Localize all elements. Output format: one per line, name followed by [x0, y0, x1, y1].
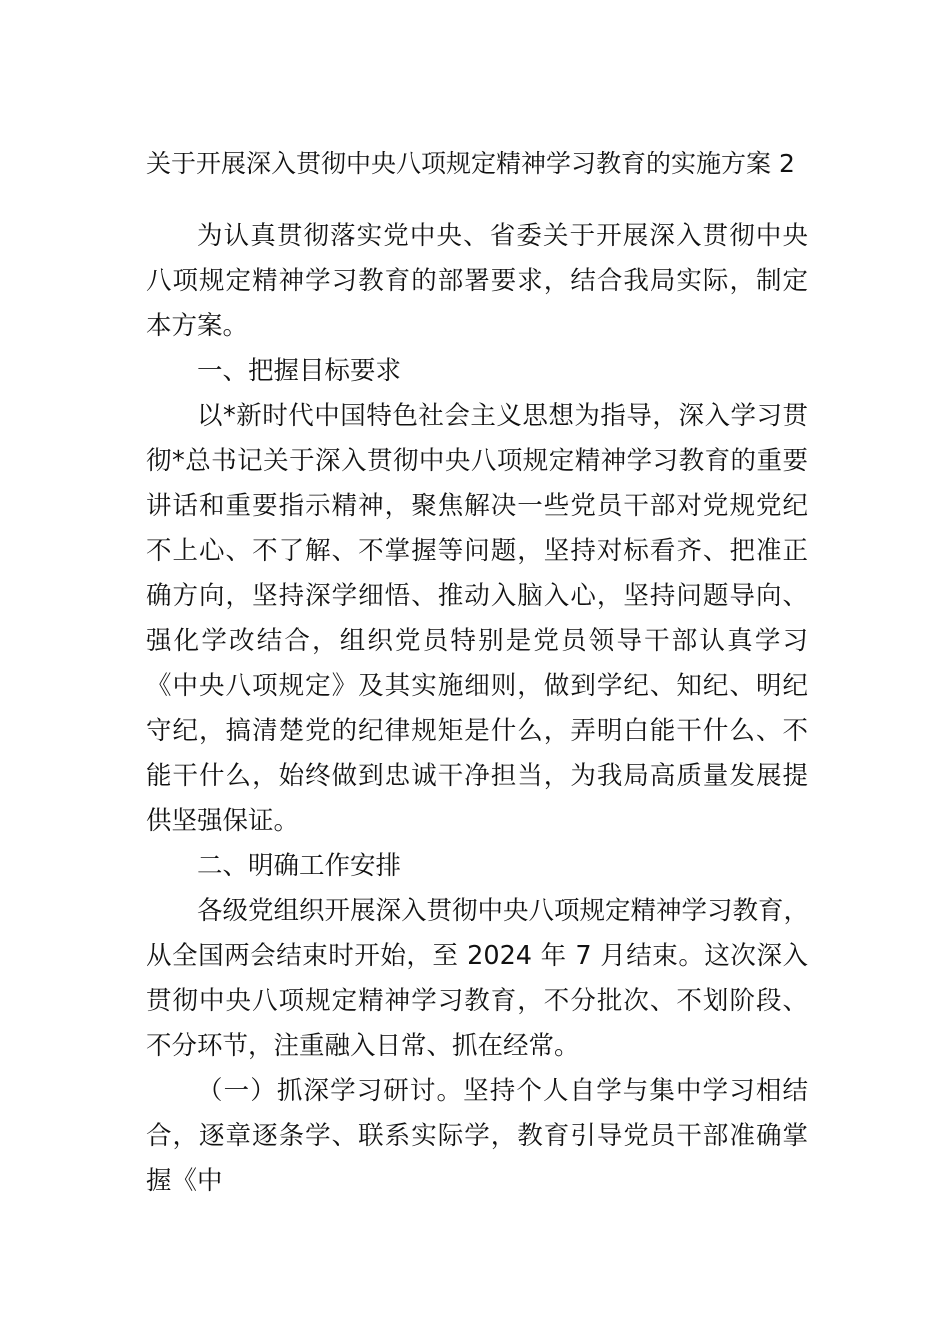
- paragraph-goals: [146, 394, 808, 844]
- paragraph-arrangement: [146, 889, 808, 1069]
- text-line: 为认真贯彻落实党中央、省委关于开展深入贯彻中央: [197, 221, 808, 251]
- heading-line: 一、把握目标要求: [197, 356, 402, 386]
- text-line: 贯彻中央八项规定精神学习教育，不分批次、不划阶段、: [146, 986, 808, 1016]
- text-line: 能干什么，始终做到忠诚干净担当，为我局高质量发展提: [146, 761, 808, 791]
- text-line: 《中央八项规定》及其实施细则，做到学纪、知纪、明纪: [146, 671, 808, 701]
- text-line: 讲话和重要指示精神，聚焦解决一些党员干部对党规党纪: [146, 491, 808, 521]
- text-line: （一）抓深学习研讨。坚持个人自学与集中学习相结: [197, 1076, 808, 1106]
- text-line: 从全国两会结束时开始，至 2024 年 7 月结束。这次深入: [146, 941, 808, 971]
- text-line: 彻*总书记关于深入贯彻中央八项规定精神学习教育的重要: [146, 446, 808, 476]
- text-line: 八项规定精神学习教育的部署要求，结合我局实际，制定: [146, 266, 808, 296]
- section-heading-2: [146, 844, 808, 889]
- section-heading-1: [146, 349, 808, 394]
- text-line: 不分环节，注重融入日常、抓在经常。: [146, 1031, 580, 1061]
- text-line: 本方案。: [146, 311, 249, 341]
- text-line: 确方向，坚持深学细悟、推动入脑入心，坚持问题导向、: [146, 581, 808, 611]
- text-line: 握《中: [146, 1166, 223, 1196]
- text-line: 供坚强保证。: [146, 806, 300, 836]
- text-line: 守纪，搞清楚党的纪律规矩是什么，弄明白能干什么、不: [146, 716, 808, 746]
- document-body: [146, 214, 808, 1204]
- document-title: 关于开展深入贯彻中央八项规定精神学习教育的实施方案 2: [146, 149, 795, 178]
- text-line: 不上心、不了解、不掌握等问题，坚持对标看齐、把准正: [146, 536, 808, 566]
- heading-line: 二、明确工作安排: [197, 851, 402, 881]
- text-line: 合，逐章逐条学、联系实际学，教育引导党员干部准确掌: [146, 1121, 808, 1151]
- paragraph-study: [146, 1069, 808, 1204]
- text-line: 各级党组织开展深入贯彻中央八项规定精神学习教育，: [197, 896, 810, 926]
- text-line: 强化学改结合，组织党员特别是党员领导干部认真学习: [146, 626, 808, 656]
- paragraph-intro: [146, 214, 808, 349]
- text-line: 以*新时代中国特色社会主义思想为指导，深入学习贯: [197, 401, 808, 431]
